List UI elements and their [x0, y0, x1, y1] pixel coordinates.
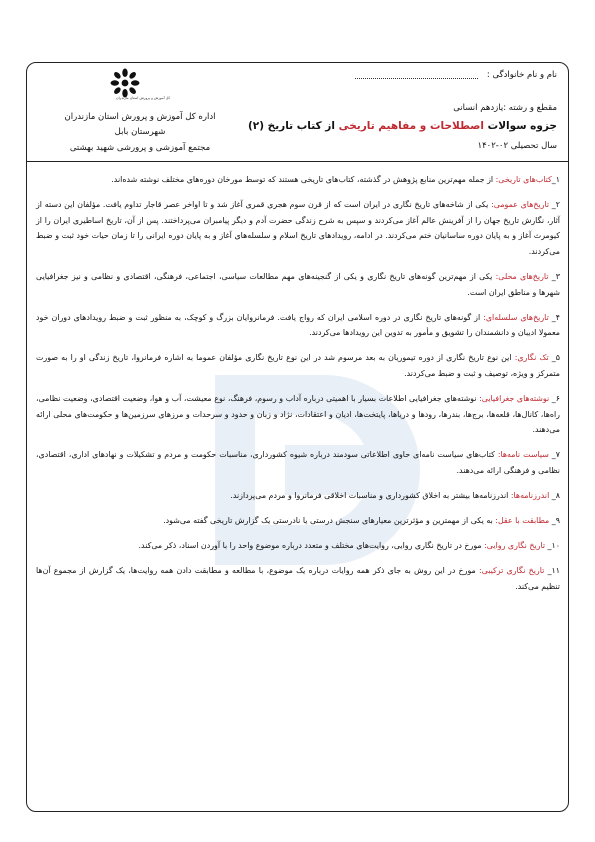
list-item	[36, 172, 560, 188]
list-item	[36, 350, 560, 381]
item-number: ۹_	[549, 516, 560, 526]
item-term: تاریخ‌های محلی:	[495, 271, 549, 281]
student-name-field	[355, 78, 478, 79]
item-term: کتاب‌های تاریخی:	[495, 175, 552, 184]
item-term: مطابقت با عقل:	[495, 516, 550, 526]
list-item	[36, 513, 560, 529]
item-number: ۵_	[548, 353, 560, 363]
item-definition: مورخ در این روش به جای ذکر همه روایات درباره یک موضوع، با مطالعه و مطابقت دادن همه روایت‌ها، یک گزارش از مجموع آن‌ها تنظیم می‌کند.	[36, 566, 560, 591]
city-name: شهرستان بابل	[114, 127, 166, 137]
item-number: ۷_	[548, 450, 560, 460]
item-term: تاریخ نگاری روایی:	[484, 541, 546, 551]
item-definition: از گونه‌های تاریخ نگاری در دوره اسلامی ایران که رواج یافت. فرمانروایان بزرگ و کوچک، به منظور ثبت و ضبط رویدادهای دوران خود معمولا ادیبان و دانشمندان را تشویق و مأمور به تدوین این رویدادها می‌کردند.	[36, 312, 560, 338]
item-definition: یکی از شاخه‌های تاریخ نگاری در ایران است که از قرن سوم هجری قمری آغاز شد و تا اواخر عصر قاجار تداوم یافت. مؤلفان این دسته از آثار، نگارش تاریخ جهان را از آفرینش عالم آغاز می‌کردند و سپس به شرح زندگی حضرت آدم و دیگر پیامبران می‌پرداختند. پس از آن، تاریخ اساطیری ایران را از کیومرث آغاز و به پایان دوره ساسانیان ختم می‌کردند. در ادامه، رویدادهای تاریخ اسلام و سلسله‌های آغاز و به پایان دوره ایرانی را تا زمان حیات خود ثبت و ضبط می‌کردند.	[36, 200, 560, 256]
item-number: ۶_	[549, 394, 560, 404]
header-divider	[27, 161, 568, 162]
list-item	[36, 563, 560, 594]
item-term: تاریخ نگاری ترکیبی:	[478, 566, 545, 576]
item-definition: کتاب‌های سیاست نامه‌ای حاوی اطلاعاتی سودمند درباره شیوه کشورداری، مناسبات حکومت و مردم و تشکیلات و نهادهای اداری، اقتصادی، نظامی و فرهنگی ارائه می‌دهند.	[36, 450, 560, 475]
item-term: سیاست نامه‌ها:	[497, 450, 549, 460]
item-term: اندرزنامه‌ها:	[510, 491, 550, 500]
list-item	[36, 391, 560, 438]
item-term: نوشته‌های جغرافیایی:	[479, 394, 550, 404]
item-number: ۱۱_	[544, 566, 560, 576]
title-suffix: از کتاب تاریخ (۲)	[247, 120, 339, 132]
ministry-logo	[108, 66, 142, 100]
title-highlight: اصطلاحات و مفاهیم تاریخی	[338, 120, 484, 132]
item-number: ۸_	[549, 491, 560, 500]
school-year: سال تحصیلی ۰۲-۱۴۰۲	[477, 141, 557, 151]
document-title	[248, 120, 557, 132]
item-number: ۳_	[548, 271, 560, 281]
item-number: ۴_	[548, 312, 560, 322]
item-definition: یکی از مهم‌ترین گونه‌های تاریخ نگاری و یکی از گنجینه‌های مهم مطالعات سیاسی، اجتماعی، فرهنگی، اقتصادی و نظامی و نیز جغرافیایی شهرها و مناطق ایران است.	[36, 271, 560, 297]
item-definition: اندرزنامه‌ها بیشتر به اخلاق کشورداری و مناسبات اخلاقی فرمانروا و مردم می‌پردازند.	[230, 491, 511, 500]
item-definition: نوشته‌های جغرافیایی اطلاعات بسیار با اهمیتی درباره آداب و رسوم، فرهنگ، نوع معیشت، آب و هوا، وضعیت اقتصادی، وضعیت نظامی، راه‌ها، کانال‌ها، قلعه‌ها، برج‌ها، بندرها، رودها و دریاها، پایتخت‌ها، ادیان و اعتقادات، نژاد و زبان و حدود و سرحدات و مرزهای سرزمین‌ها و حکومت‌های محلی ارائه می‌دهند.	[36, 394, 560, 435]
title-prefix: جزوه سوالات	[483, 120, 557, 132]
list-item	[36, 538, 560, 554]
item-definition: این نوع تاریخ نگاری از دوره تیموریان به بعد مرسوم شد در این نوع تاریخ نگاری مؤلفان عموما به اشاره فرمانروا، تاریخ زندگی او را به صورت متمرکز و ویژه، توصیف و ثبت و ضبط می‌کردند.	[36, 353, 560, 378]
office-name: اداره کل آموزش و پرورش استان مازندران	[64, 112, 216, 122]
item-term: تک نگاری:	[514, 353, 549, 363]
logo-caption: کل آموزش و پرورش استان مازندران	[116, 96, 171, 100]
item-term: تاریخ‌های سلسله‌ای:	[483, 312, 549, 322]
item-number: ۱_	[551, 175, 560, 184]
list-item	[36, 310, 560, 341]
list-item	[36, 197, 560, 259]
school-name: مجتمع آموزشی و پرورشی شهید بهشتی	[69, 143, 211, 153]
item-definition: به یکی از مهمترین و مؤثرترین معیارهای سنجش درستی یا نادرستی یک گزارش تاریخی گفته می‌شود.	[163, 516, 496, 526]
item-definition: مورخ در تاریخ نگاری روایی، روایت‌های مختلف و متعدد درباره موضوع واحد را با آوردن اسناد، ذکر می‌کند.	[138, 541, 485, 551]
questions-list	[36, 172, 560, 604]
list-item	[36, 488, 560, 504]
list-item	[36, 269, 560, 300]
student-name-label: نام و نام خانوادگی :	[486, 70, 557, 80]
list-item	[36, 447, 560, 478]
item-number: ۲_	[549, 200, 560, 210]
item-number: ۱۰_	[545, 541, 560, 551]
grade-field-label: مقطع و رشته :یازدهم انسانی	[453, 103, 557, 113]
item-definition: از جمله مهم‌ترین منابع پژوهش در گذشته، کتاب‌های تاریخی هستند که توسط مورخان دوره‌های مختلف نوشته شده‌اند.	[111, 175, 496, 184]
item-term: تاریخ‌های عمومی:	[491, 200, 550, 210]
